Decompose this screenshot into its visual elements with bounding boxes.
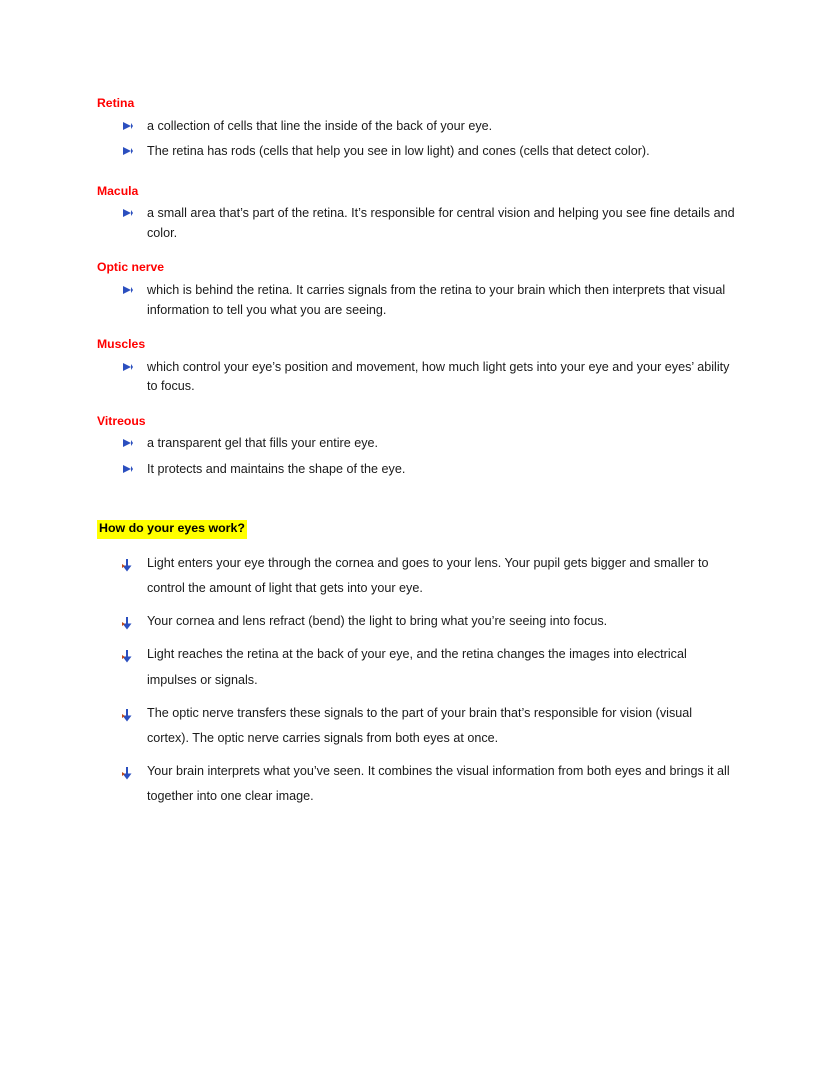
list-item xyxy=(97,759,737,809)
list-item xyxy=(97,204,737,243)
highlighted-heading: How do your eyes work? xyxy=(97,520,247,539)
list-item xyxy=(97,358,737,397)
arrow-right-icon xyxy=(122,145,134,157)
arrow-right-icon xyxy=(122,207,134,219)
arrow-right-icon xyxy=(122,463,134,475)
list-item xyxy=(97,460,737,480)
arrow-down-icon xyxy=(120,559,134,573)
list-item-text: It protects and maintains the shape of the eye. xyxy=(147,461,406,476)
arrow-right-icon xyxy=(122,120,134,132)
list-item-text: which control your eye’s position and movement, how much light gets into your eye and your eyes’ ability to focus. xyxy=(147,359,730,394)
list-item-text: The optic nerve transfers these signals to the part of your brain that’s responsible for vision (visual cortex). The optic nerve carries signals from both eyes at once. xyxy=(147,705,693,745)
section-retina xyxy=(97,96,737,162)
list-item-text: Your cornea and lens refract (bend) the light to bring what you’re seeing into focus. xyxy=(147,614,608,629)
spacer xyxy=(97,162,737,184)
list-item xyxy=(97,701,737,751)
arrow-right-icon xyxy=(122,284,134,296)
arrow-right-icon xyxy=(122,437,134,449)
bullet-list xyxy=(97,434,737,479)
section-vitreous xyxy=(97,414,737,480)
list-item xyxy=(97,642,737,692)
section-heading: Optic nerve xyxy=(97,260,165,275)
bullet-list xyxy=(97,204,737,243)
section-heading: Muscles xyxy=(97,337,146,352)
list-item xyxy=(97,609,737,634)
spacer xyxy=(97,243,737,260)
arrow-down-icon xyxy=(120,617,134,631)
list-item-text: a small area that’s part of the retina. It’s responsible for central vision and helping you see fine details and color. xyxy=(147,206,735,240)
list-item xyxy=(97,142,737,162)
section-heading: Macula xyxy=(97,183,139,198)
section-heading: Retina xyxy=(97,96,135,110)
arrow-down-icon xyxy=(120,767,134,781)
list-item-text: Your brain interprets what you’ve seen. It combines the visual information from both eyes and brings it all together into one clear image. xyxy=(147,764,730,804)
arrow-right-icon xyxy=(122,361,134,373)
list-item xyxy=(97,281,737,320)
list-item-text: a transparent gel that fills your entire eye. xyxy=(147,436,379,451)
section-muscles xyxy=(97,337,737,397)
section-optic-nerve xyxy=(97,260,737,320)
list-item-text: Light enters your eye through the cornea and goes to your lens. Your pupil gets bigger and smaller to control the amount of light that gets into your eye. xyxy=(147,555,709,596)
bullet-list xyxy=(97,358,737,397)
list-item-text: Light reaches the retina at the back of your eye, and the retina changes the images into electrical impulses or signals. xyxy=(147,647,687,687)
list-item-text: a collection of cells that line the inside of the back of your eye. xyxy=(147,118,493,133)
bullet-list xyxy=(97,281,737,320)
bullet-list xyxy=(97,117,737,162)
list-item xyxy=(97,434,737,454)
section-heading: Vitreous xyxy=(97,413,146,428)
list-item xyxy=(97,551,737,601)
steps-list xyxy=(97,551,737,810)
list-item-text: which is behind the retina. It carries signals from the retina to your brain which then interprets that visual information to tell you what you are seeing. xyxy=(147,282,726,317)
list-item xyxy=(97,117,737,137)
spacer xyxy=(97,397,737,414)
section-how-eyes-work xyxy=(97,519,737,809)
spacer xyxy=(97,320,737,337)
list-item-text: The retina has rods (cells that help you see in low light) and cones (cells that detect color). xyxy=(147,144,650,159)
arrow-down-icon xyxy=(120,709,134,723)
arrow-down-icon xyxy=(120,650,134,664)
section-macula xyxy=(97,184,737,244)
document-content xyxy=(97,96,737,818)
